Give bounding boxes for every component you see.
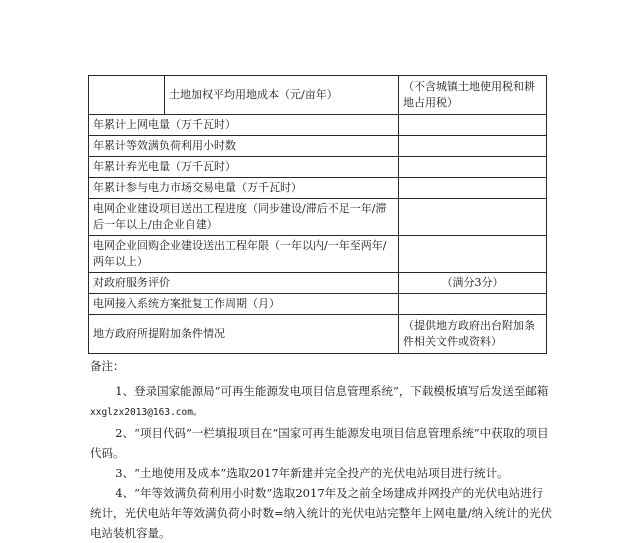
remarks-heading: 备注：: [90, 359, 125, 373]
remark-item-1: [90, 381, 552, 423]
table-cell-label: 对政府服务评价: [89, 273, 399, 294]
table-row: [89, 115, 547, 136]
table-cell-note: （不含城镇土地使用税和耕地占用税）: [399, 76, 547, 115]
remarks-section: [90, 356, 552, 543]
table-row: [89, 157, 547, 178]
table-cell-label: 电网企业建设项目送出工程进度（同步建设/滞后不足一年/滞后一年以上/由企业自建）: [89, 199, 399, 236]
table-cell-label: 土地加权平均用地成本（元/亩年）: [165, 76, 399, 115]
table-cell-blank: [89, 76, 165, 115]
table-cell-value: [399, 294, 547, 315]
table-cell-label: 年累计上网电量（万千瓦时）: [89, 115, 399, 136]
table-row: [89, 315, 547, 354]
table-row: [89, 236, 547, 273]
remark-item-4: 4、“年等效满负荷利用小时数”选取2017年及之前全场建成并网投产的光伏电站进行统计，光伏电站年等效满负荷小时数=纳入统计的光伏电站完整年上网电量/纳入统计的光伏电站装机容量。: [90, 486, 553, 540]
table-row: [89, 199, 547, 236]
table-row: [89, 136, 547, 157]
table-cell-note: （提供地方政府出台附加条件相关文件或资料）: [399, 315, 547, 354]
remark-item-3: 3、“土地使用及成本”选取2017年新建并完全投产的光伏电站项目进行统计。: [115, 466, 509, 480]
table-row: [89, 273, 547, 294]
table-cell-label: 电网接入系统方案批复工作周期（月）: [89, 294, 399, 315]
table-cell-value: [399, 115, 547, 136]
table-cell-note: （满分3分）: [399, 273, 547, 294]
table-cell-value: [399, 157, 547, 178]
email-address: xxglzx2013@163.com。: [90, 407, 203, 418]
table-cell-value: [399, 199, 547, 236]
table-cell-label: 年累计弃光电量（万千瓦时）: [89, 157, 399, 178]
table-cell-label: 地方政府所提附加条件情况: [89, 315, 399, 354]
table-cell-value: [399, 236, 547, 273]
table-cell-value: [399, 178, 547, 199]
table-cell-label: 年累计等效满负荷利用小时数: [89, 136, 399, 157]
table-cell-label: 年累计参与电力市场交易电量（万千瓦时）: [89, 178, 399, 199]
table-row: [89, 178, 547, 199]
table-cell-value: [399, 136, 547, 157]
statistics-form-table: [88, 75, 547, 354]
table-row: [89, 294, 547, 315]
remark-item-1-text: 1、登录国家能源局“可再生能源发电项目信息管理系统”，下载模板填写后发送至邮箱: [115, 384, 549, 398]
remark-item-2: 2、“项目代码”一栏填报项目在“国家可再生能源发电项目信息管理系统”中获取的项目代码。: [90, 426, 549, 460]
table-row: [89, 76, 547, 115]
table-cell-label: 电网企业回购企业建设送出工程年限（一年以内/一年至两年/两年以上）: [89, 236, 399, 273]
